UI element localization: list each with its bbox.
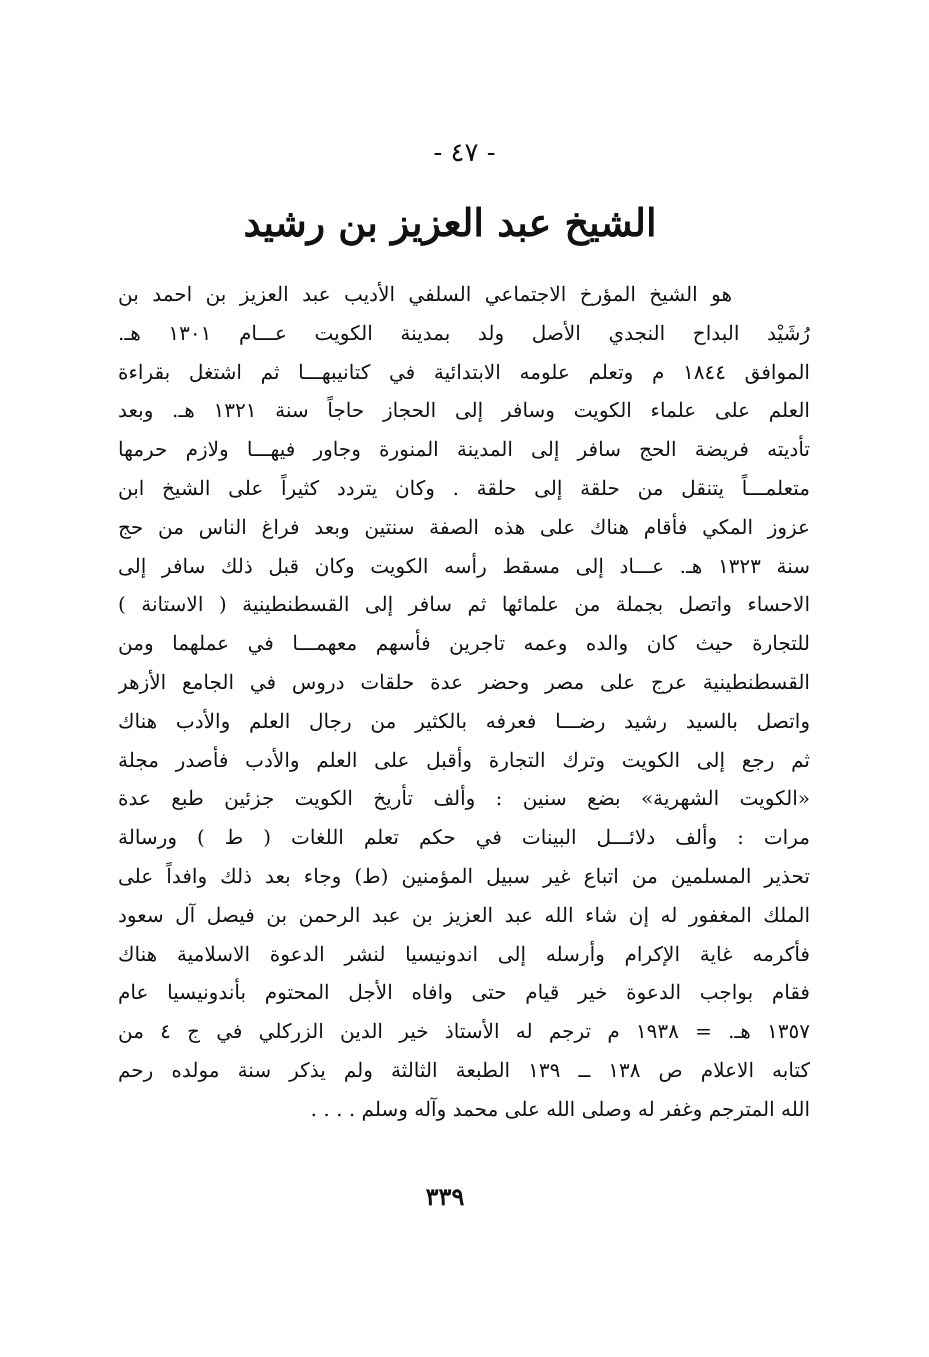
page-header-number: - ٤٧ - xyxy=(433,138,496,168)
text-line: مرات : وألف دلائـــل البينات في حكم تعلم اللغات ( ط ) ورسالة xyxy=(118,825,810,850)
text-line: متعلمـــاً يتنقل من حلقة إلى حلقة . وكان يتردد كثيراً على الشيخ ابن xyxy=(118,475,810,500)
text-line: عزوز المكي فأقام هناك على هذه الصفة سنتين وبعد فراغ الناس من حج xyxy=(118,514,810,539)
text-line: تحذير المسلمين من اتباع غير سبيل المؤمنين (ط) وجاء بعد ذلك وافداً على xyxy=(118,863,810,888)
text-line: الملك المغفور له إن شاء الله عبد العزيز بن عبد الرحمن بن فيصل آل سعود xyxy=(118,902,810,927)
text-line: واتصل بالسيد رشيد رضـــا فعرفه بالكثير من رجال العلم والأدب هناك xyxy=(118,708,810,733)
text-line: فقام بواجب الدعوة خير قيام حتى وافاه الأجل المحتوم بأندونيسيا عام xyxy=(118,980,810,1005)
text-line: الاحساء واتصل بجملة من علمائها ثم سافر إلى القسطنطينية ( الاستانة ) xyxy=(118,592,810,617)
text-line: العلم على علماء الكويت وسافر إلى الحجاز حاجاً سنة ١٣٢١ هـ. وبعد xyxy=(118,398,810,423)
text-line: الموافق ١٨٤٤ م وتعلم علومه الابتدائية في كتانيبهـــا ثم اشتغل بقراءة xyxy=(118,359,810,384)
text-line: هو الشيخ المؤرخ الاجتماعي السلفي الأديب عبد العزيز بن احمد بن xyxy=(118,282,732,306)
text-line: فأكرمه غاية الإكرام وأرسله إلى اندونيسيا لنشر الدعوة الاسلامية هناك xyxy=(118,941,810,966)
text-line: رُشَيْد البداح النجدي الأصل ولد بمدينة الكويت عـــام ١٣٠١ هـ. xyxy=(118,320,810,345)
text-line: تأديته فريضة الحج سافر إلى المدينة المنورة وجاور فيهـــا ولازم حرمها xyxy=(118,437,810,462)
text-line: الله المترجم وغفر له وصلى الله على محمد وآله وسلم . . . . xyxy=(310,1096,810,1121)
body-text xyxy=(118,275,810,1129)
text-line: القسطنطينية عرج على مصر وحضر عدة حلقات دروس في الجامع الأزهر xyxy=(118,669,810,694)
text-line: ١٣٥٧ هـ. = ١٩٣٨ م ترجم له الأستاذ خير الدين الزركلي في ج ٤ من xyxy=(118,1019,810,1044)
text-line: ثم رجع إلى الكويت وترك التجارة وأقبل على العلم والأدب فأصدر مجلة xyxy=(118,747,810,772)
page-number: ٣٣٩ xyxy=(425,1182,465,1211)
text-line: سنة ١٣٢٣ هـ. عـــاد إلى مسقط رأسه الكويت وكان قبل ذلك سافر إلى xyxy=(118,553,810,578)
text-line: كتابه الاعلام ص ١٣٨ ــ ١٣٩ الطبعة الثالثة ولم يذكر سنة مولده رحم xyxy=(118,1057,810,1082)
page-title: الشيخ عبد العزيز بن رشيد xyxy=(243,200,657,245)
text-line: «الكويت الشهرية» بضع سنين : وألف تأريخ الكويت جزئين طبع عدة xyxy=(118,786,810,811)
text-line: للتجارة حيث كان والده وعمه تاجرين فأسهم معهمـــا في عملهما ومن xyxy=(118,631,810,656)
